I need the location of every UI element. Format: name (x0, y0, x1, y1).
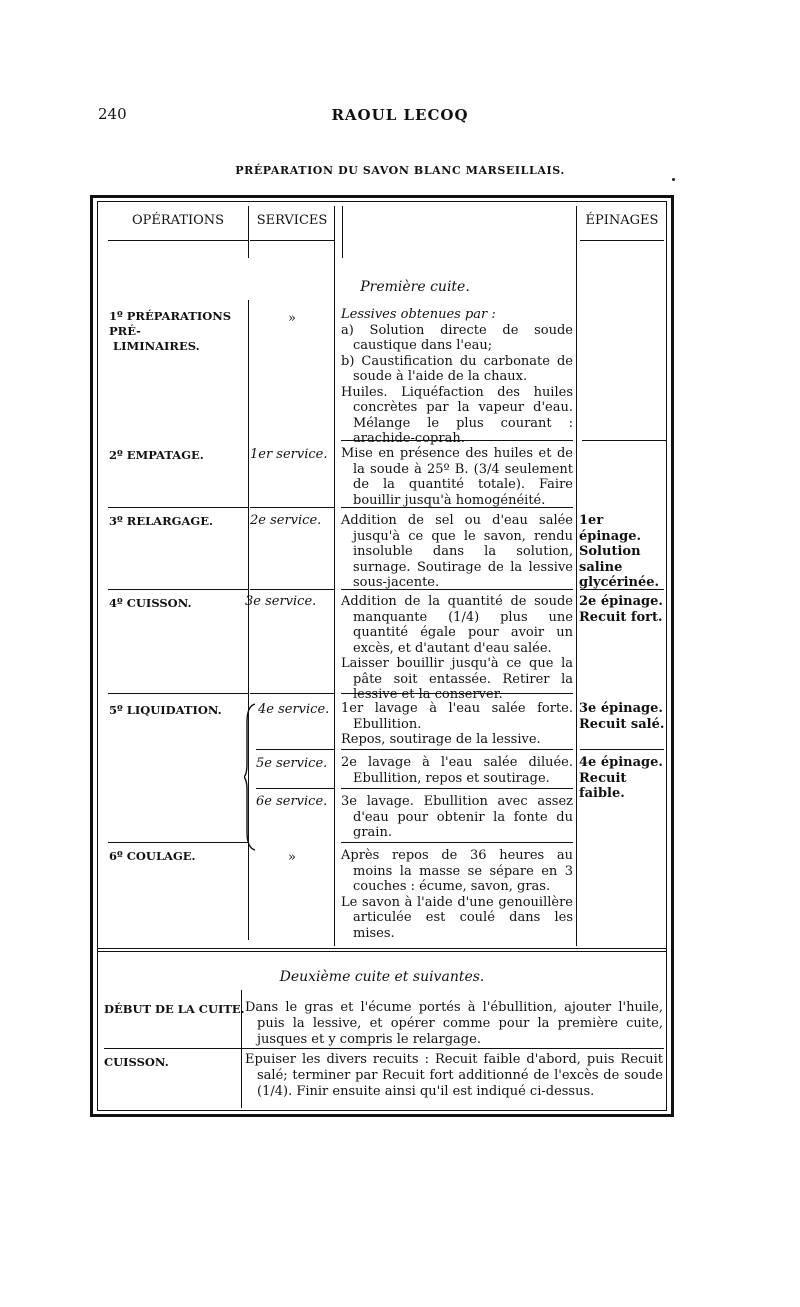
description-cell: 3e lavage. Ebullition avec assez d'eau pour obtenir la fonte du grain. (341, 794, 573, 840)
description-cell: 2e lavage à l'eau salée diluée. Ebullition, repos et soutirage. (341, 755, 573, 786)
column-divider (248, 206, 249, 258)
description-cell: Addition de la quantité de soude manquante (1/4) plus une quantité égale pour avoir un excès, et d'autant d'eau salée. Laisser bouillir jusqu'à ce que la pâte soit entassée. Retirer la lessive et la conserver. (341, 594, 573, 702)
operation-cell: DÉBUT DE LA CUITE. (104, 1002, 245, 1016)
description-cell: Addition de sel ou d'eau salée jusqu'à ce que le savon, rendu insoluble dans la solution, surnage. Soutirage de la lessive sous-jacente. (341, 513, 573, 590)
rule (250, 507, 334, 508)
service-cell: 5e service. (256, 756, 328, 771)
rule (108, 693, 248, 694)
operation-cell: 4º CUISSON. (109, 596, 192, 610)
rule (582, 440, 666, 441)
service-cell: 6e service. (256, 794, 328, 809)
section-title-first: Première cuite. (360, 279, 470, 295)
description-cell: Après repos de 36 heures au moins la masse se sépare en 3 couches : écume, savon, gras. Le savon à l'aide d'une genouillère articulée est coulé dans les mises. (341, 848, 573, 941)
operation-cell: CUISSON. (104, 1055, 169, 1069)
operation-cell: 2º EMPATAGE. (109, 448, 204, 462)
rule (341, 440, 573, 441)
section-rule (98, 948, 666, 949)
service-cell: » (288, 850, 296, 865)
description-cell: Mise en présence des huiles et de la soude à 25º B. (3/4 seulement de la quantité totale). Faire bouillir jusqu'à homogénéité. (341, 446, 573, 508)
rule (341, 788, 573, 789)
rule (341, 507, 573, 508)
rule (256, 749, 334, 750)
rule (108, 589, 248, 590)
column-divider (334, 206, 335, 946)
column-divider (576, 206, 577, 946)
rule (341, 693, 573, 694)
rule (108, 240, 248, 241)
section-title-second: Deuxième cuite et suivantes. (279, 969, 485, 985)
header-services: SERVICES (256, 213, 328, 228)
rule (341, 589, 573, 590)
rule (250, 240, 334, 241)
service-cell: 3e service. (245, 594, 317, 609)
rule (580, 240, 664, 241)
rule (580, 589, 664, 590)
operation-cell: 5º LIQUIDATION. (109, 703, 222, 717)
description-cell: Dans le gras et l'écume portés à l'ébullition, ajouter l'huile, puis la lessive, et opérer comme pour la première cuite, jusques et y compris le relargage. (245, 1000, 663, 1047)
description-cell: Lessives obtenues par : a) Solution directe de soude caustique dans l'eau; b) Caustification du carbonate de soude à l'aide de la chaux. Huiles. Liquéfaction des huiles concrètes par la vapeur d'eau. Mélange le plus courant : arachide-coprah. (341, 307, 573, 446)
service-cell: 2e service. (250, 513, 322, 528)
rule (341, 842, 573, 843)
rule (250, 589, 334, 590)
epinage-cell: 2e épinage. Recuit fort. (579, 594, 663, 625)
rule (256, 788, 334, 789)
rule (250, 693, 334, 694)
rule (104, 1048, 664, 1049)
epinage-cell: 3e épinage. Recuit salé. (579, 701, 665, 732)
epinage-cell: 1er épinage. Solution saline glycérinée. (579, 513, 660, 590)
rule (341, 749, 573, 750)
service-cell: 1er service. (250, 447, 328, 462)
page-number: 240 (98, 105, 127, 123)
service-cell: » (288, 311, 296, 326)
column-divider (342, 206, 343, 258)
description-cell: Epuiser les divers recuits : Recuit faible d'abord, puis Recuit salé; terminer par Recuit fort additionné de l'excès de soude (1/4). Finir ensuite ainsi qu'il est indiqué ci-dessus. (245, 1052, 663, 1099)
operation-cell: 1º PRÉPARATIONS PRÉ- LIMINAIRES. (109, 309, 232, 353)
operation-cell: 3º RELARGAGE. (109, 514, 213, 528)
rule (108, 507, 248, 508)
brace-icon (244, 702, 256, 852)
table-caption: PRÉPARATION DU SAVON BLANC MARSEILLAIS. (235, 164, 565, 177)
header-operations: OPÉRATIONS (131, 213, 225, 228)
rule (580, 749, 664, 750)
epinage-cell: 4e épinage. Recuit faible. (579, 755, 663, 801)
stray-mark (672, 178, 675, 181)
running-head: RAOUL LECOQ (331, 106, 469, 124)
rule (108, 842, 248, 843)
section-rule (98, 951, 666, 952)
service-cell: 4e service. (258, 702, 330, 717)
header-epinages: ÉPINAGES (585, 213, 659, 228)
operation-cell: 6º COULAGE. (109, 849, 196, 863)
description-cell: 1er lavage à l'eau salée forte. Ebullition. Repos, soutirage de la lessive. (341, 701, 573, 747)
